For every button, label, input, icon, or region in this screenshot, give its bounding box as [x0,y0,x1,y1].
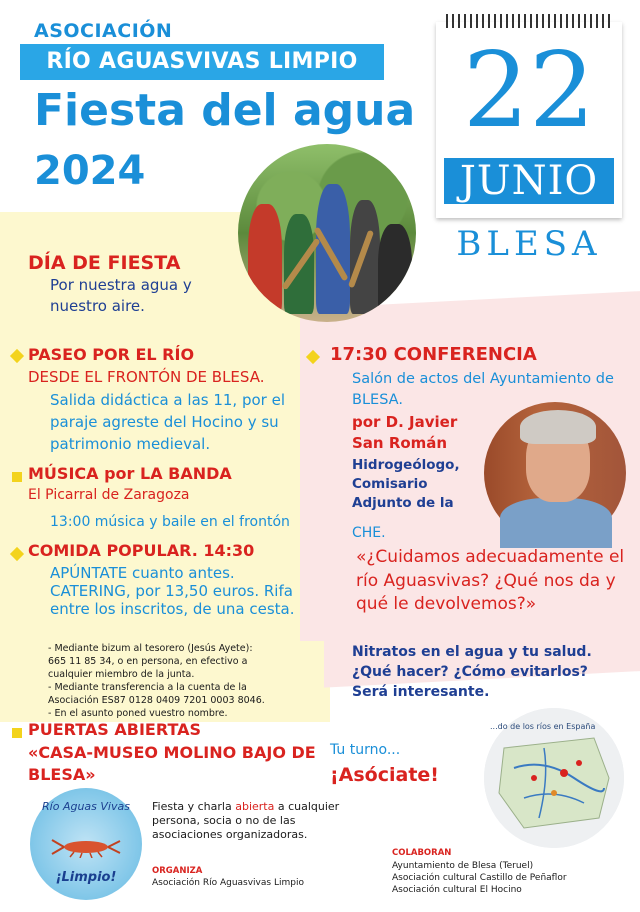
open-event-text: Fiesta y charla [152,800,236,813]
payment-line: - En el asunto poned vuestro nombre. [48,708,228,719]
membership-call: ¡Asóciate! [330,764,439,786]
walk-subtitle: DESDE EL FRONTÓN DE BLESA. [28,368,265,386]
photo-person [350,200,380,314]
payment-info [46,641,324,721]
association-name-banner: RÍO AGUASVIVAS LIMPIO [20,44,384,80]
photo-person [316,184,350,314]
conference-topics: Nitratos en el agua y tu salud. ¿Qué hacer? ¿Cómo evitarlos? Será interesante. [352,644,592,700]
festival-day-subtitle: Por nuestra agua y nuestro aire. [50,276,192,315]
association-label: ASOCIACIÓN [34,20,173,42]
payment-line: cualquier miembro de la junta. [48,669,195,680]
speaker-hair [520,410,596,444]
collaborators-label: COLABORAN [392,848,452,858]
square-bullet-icon [12,472,22,482]
payment-line: - Mediante transferencia a la cuenta de la [48,682,247,693]
music-title: MÚSICA por LA BANDA [28,464,232,483]
organizer-name: Asociación Río Aguasvivas Limpio [152,878,304,888]
walk-description: Salida didáctica a las 11, por el paraje agreste del Hocino y su [50,391,285,431]
photo-person [248,204,282,314]
calendar-spiral-binding [446,14,612,28]
membership-prompt: Tu turno... [330,742,401,758]
open-event-note [152,800,352,842]
event-place: BLESA [456,224,602,264]
event-title: Fiesta del agua [34,85,416,136]
event-year: 2024 [34,148,146,194]
organizer-label: ORGANIZA [152,866,203,876]
conference-title: 17:30 CONFERENCIA [330,344,537,365]
speaker-role: Hidrogeólogo, Comisario Adjunto de la [352,457,460,511]
payment-line: Asociación ES87 0128 0409 7201 0003 8046. [48,695,265,706]
collaborator-item: Asociación cultural El Hocino [392,885,522,895]
open-doors-title: PUERTAS ABIERTAS [28,720,202,739]
payment-line: - Mediante bizum al tesorero (Jesús Ayete): [48,643,253,654]
meal-description: APÚNTATE cuanto antes. CATERING, por 13,50 euros. Rifa entre los inscritos, de una cesta. [50,564,295,618]
speaker-organization: CHE. [352,525,386,541]
music-description: 13:00 música y baile en el frontón [50,514,290,530]
speaker-name: por D. Javier San Román [352,413,458,452]
walk-description-end: patrimonio medieval. [50,435,211,453]
conference-question: «¿Cuidamos adecuadamente el río Aguasvivas? ¿Qué nos da y qué le devolvemos?» [356,547,625,614]
collaborators-list [392,860,632,896]
speaker-shirt [500,498,612,548]
photo-person [378,224,412,322]
conference-place: Salón de actos del Ayuntamiento de BLESA. [352,371,614,408]
collaborator-item: Ayuntamiento de Blesa (Teruel) [392,861,534,871]
collaborator-item: Asociación cultural Castillo de Peñaflor [392,873,567,883]
music-band: El Picarral de Zaragoza [28,487,190,503]
walk-title: PASEO POR EL RÍO [28,345,195,364]
crayfish-icon [50,836,122,858]
logo-bottom-text: ¡Limpio! [55,870,117,885]
calendar-month: JUNIO [459,158,599,204]
open-event-text-end: a cualquier persona, socia o no de las asociaciones organizadoras. [152,800,340,841]
square-bullet-icon [12,728,22,738]
payment-line: 665 11 85 34, o en persona, en efectivo a [48,656,248,667]
meal-title: COMIDA POPULAR. 14:30 [28,541,255,560]
open-event-highlight: abierta [235,800,275,813]
festival-day-title: DÍA DE FIESTA [28,252,181,274]
logo-top-text: Río Aguas Vivas [42,800,130,813]
open-doors-subtitle: «CASA-MUSEO MOLINO BAJO DE BLESA» [28,743,316,784]
calendar-day: 22 [462,29,596,151]
group-photo [238,144,416,322]
map-title: ...do de los ríos en España [490,722,596,731]
